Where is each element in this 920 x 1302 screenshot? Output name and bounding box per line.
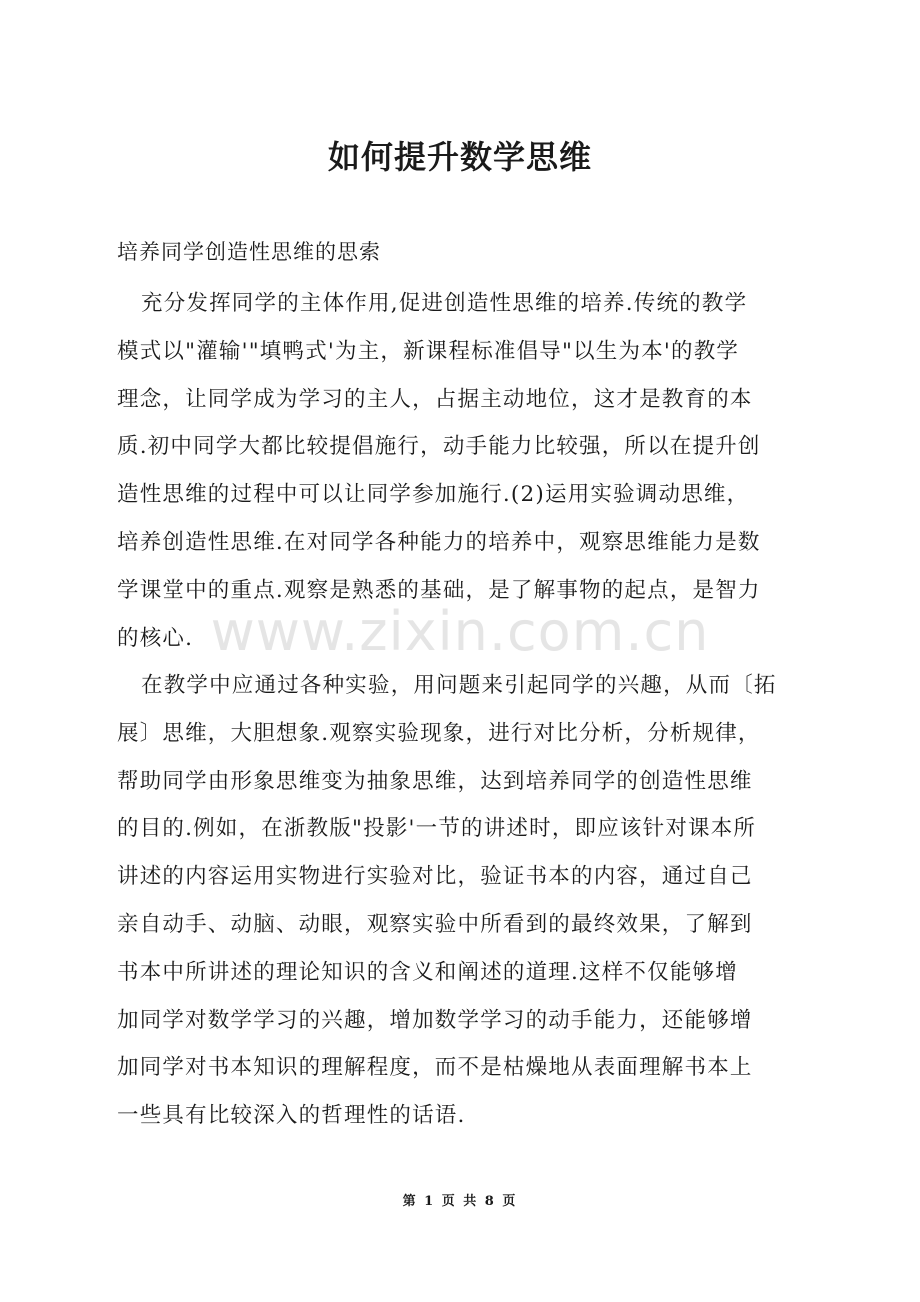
paragraph-line: 理念，让同学成为学习的主人，占据主动地位，这才是教育的本 bbox=[117, 386, 753, 412]
paragraph-line: 讲述的内容运用实物进行实验对比，验证书本的内容，通过自己 bbox=[117, 864, 753, 890]
paragraph-line: 加同学对书本知识的理解程度，而不是枯燥地从表面理解书本上 bbox=[117, 1055, 753, 1081]
paragraph-line: 一些具有比较深入的哲理性的话语. bbox=[117, 1103, 466, 1129]
paragraph-line: 学课堂中的重点.观察是熟悉的基础，是了解事物的起点，是智力 bbox=[117, 577, 761, 603]
paragraph-line: 模式以"灌输'"填鸭式'为主，新课程标准倡导"以生为本'的教学 bbox=[117, 338, 740, 364]
body-paragraph-2 bbox=[117, 662, 807, 1140]
paragraph-line: 的核心. bbox=[117, 625, 194, 651]
paragraph-line: 培养创造性思维.在对同学各种能力的培养中，观察思维能力是数 bbox=[117, 529, 761, 555]
body-paragraph-1 bbox=[117, 280, 807, 662]
paragraph-line: 充分发挥同学的主体作用,促进创造性思维的培养.传统的教学 bbox=[141, 291, 748, 316]
paragraph-line: 书本中所讲述的理论知识的含义和阐述的道理.这样不仅能够增 bbox=[117, 959, 738, 985]
paragraph-line: 质.初中同学大都比较提倡施行，动手能力比较强，所以在提升创 bbox=[117, 434, 761, 460]
paragraph-line: 展〕思维，大胆想象.观察实验现象，进行对比分析，分析规律， bbox=[117, 720, 761, 746]
paragraph-line: 帮助同学由形象思维变为抽象思维，达到培养同学的创造性思维 bbox=[117, 768, 753, 794]
paragraph-line: 造性思维的过程中可以让同学参加施行.(2)运用实验调动思维， bbox=[117, 482, 750, 508]
watermark: www.zixin.com.cn bbox=[210, 600, 710, 663]
page-footer: 第 1 页 共 8 页 bbox=[402, 1194, 518, 1209]
paragraph-line: 加同学对数学学习的兴趣，增加数学学习的动手能力，还能够增 bbox=[117, 1007, 753, 1033]
section-subtitle: 培养同学创造性思维的思索 bbox=[117, 240, 381, 264]
paragraph-line: 的目的.例如，在浙教版"投影'一节的讲述时，即应该针对课本所 bbox=[117, 816, 757, 842]
document-title: 如何提升数学思维 bbox=[327, 138, 592, 176]
paragraph-line: 在教学中应通过各种实验，用问题来引起同学的兴趣，从而〔拓 bbox=[141, 673, 777, 698]
paragraph-line: 亲自动手、动脑、动眼，观察实验中所看到的最终效果，了解到 bbox=[117, 911, 753, 937]
